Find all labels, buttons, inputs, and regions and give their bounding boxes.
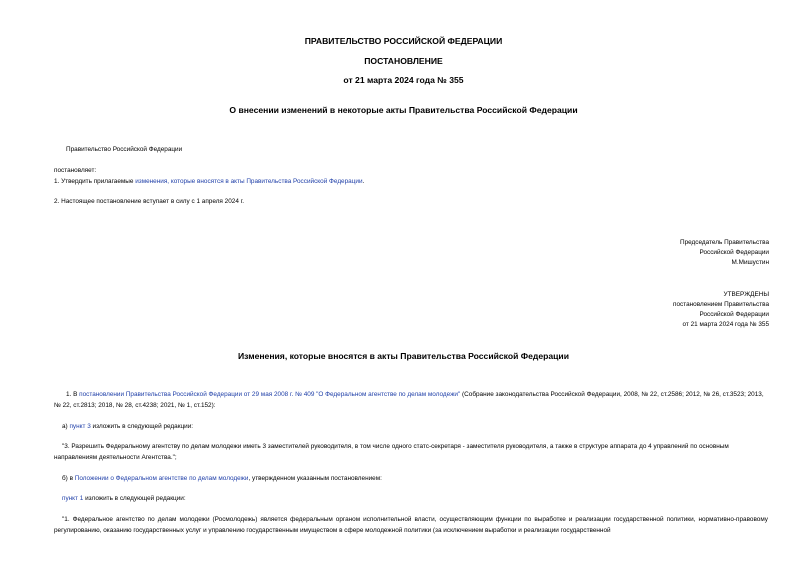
issuer-line: Правительство Российской Федерации: [66, 146, 183, 153]
approval-date: от 21 марта 2024 года № 355: [682, 321, 769, 328]
date-number-heading: от 21 марта 2024 года № 355: [343, 75, 464, 85]
signature-title: Председатель Правительства: [680, 239, 769, 246]
paragraph-1-suffix: (Собрание законодательства Российской Федерации, 2008, № 22, ст.2586; 2012, № 26, ст.3523; 2013, № 22, ст.2813; 2018, № 28, ст.4238; 2021, № 1, ст.152):: [54, 391, 764, 409]
subparagraph-b-prefix: б) в: [62, 475, 75, 482]
approval-stamp: УТВЕРЖДЕНЫ: [723, 291, 769, 298]
paragraph-1-prefix: 1. В: [66, 391, 80, 398]
item-1-suffix: .: [362, 178, 365, 185]
subparagraph-b-suffix: , утвержденном указанным постановлением:: [248, 475, 382, 482]
quote-point-1: "1. Федеральное агентство по делам молодежи (Росмолодежь) является федеральным органом исполнительной власти, осуществляющим функции по выработке и реализации государственной политики, нормативно-правовому регулированию, оказанию государственных услуг и управлению государственным имуществом в сфере молодежной политики (за исключением выработки и реализации государственной: [54, 516, 768, 534]
item-2: 2. Настоящее постановление вступает в силу с 1 апреля 2024 г.: [54, 198, 244, 205]
subparagraph-a-prefix: а): [62, 423, 70, 430]
decrees-line: постановляет:: [54, 167, 97, 174]
document-title: О внесении изменений в некоторые акты Правительства Российской Федерации: [229, 105, 578, 115]
signature-title-2: Российской Федерации: [699, 249, 769, 256]
item-1: [54, 177, 364, 187]
approval-line-2: постановлением Правительства: [673, 301, 769, 308]
item-1-prefix: 1. Утвердить прилагаемые: [54, 178, 136, 185]
paragraph-1: [54, 390, 768, 411]
signature-name: М.Мишустин: [731, 259, 769, 266]
approval-line-3: Российской Федерации: [699, 311, 769, 318]
subparagraph-a: [62, 422, 193, 432]
point-1-link[interactable]: пункт 1: [62, 495, 84, 502]
point-1-suffix: изложить в следующей редакции:: [83, 495, 186, 502]
point-3-link[interactable]: пункт 3: [69, 423, 91, 430]
subparagraph-a-suffix: изложить в следующей редакции:: [90, 423, 194, 430]
org-heading: ПРАВИТЕЛЬСТВО РОССИЙСКОЙ ФЕДЕРАЦИИ: [304, 36, 503, 46]
point-1-instruction: [62, 494, 186, 504]
decree-409-link[interactable]: постановлении Правительства Российской Федерации от 29 мая 2008 г. № 409 "О Федеральном агентстве по делам молодежи": [79, 391, 461, 398]
regulation-link[interactable]: Положении о Федеральном агентстве по делам молодежи: [74, 475, 249, 482]
quote-point-3: "3. Разрешить Федеральному агентству по делам молодежи иметь 3 заместителей руководителя, в том числе одного статс-секретаря - заместителя руководителя, а также в структуре аппарата до 4 управлений по основным направлениям деятельности Агентства.";: [54, 443, 729, 461]
changes-title: Изменения, которые вносятся в акты Правительства Российской Федерации: [237, 351, 569, 361]
doc-type-heading: ПОСТАНОВЛЕНИЕ: [364, 56, 443, 66]
subparagraph-b: [62, 474, 382, 484]
amendments-link[interactable]: изменения, которые вносятся в акты Правительства Российской Федерации: [135, 178, 363, 185]
